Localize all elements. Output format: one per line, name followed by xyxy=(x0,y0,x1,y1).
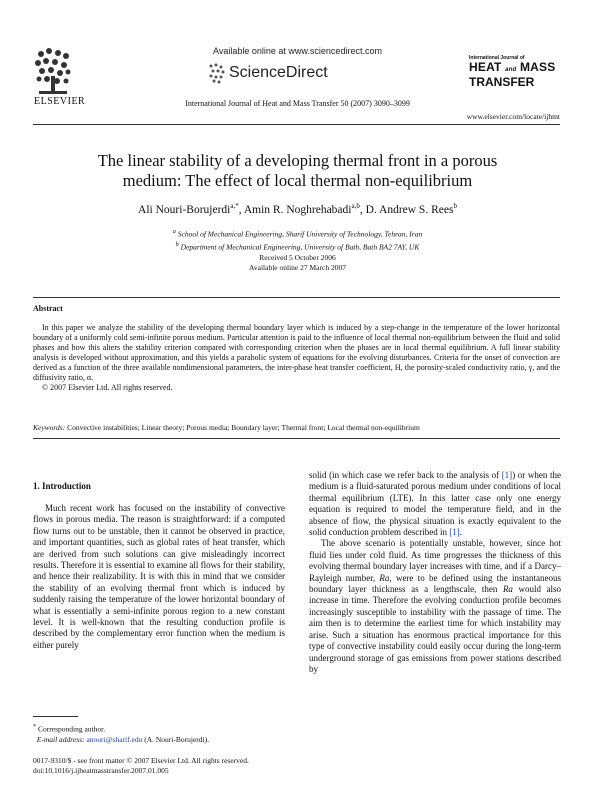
author-2-affiliation-marker: a,b xyxy=(351,202,360,210)
journal-logo-heat: HEAT xyxy=(469,60,502,74)
reference-link-1[interactable]: [1] xyxy=(501,470,513,480)
footnote xyxy=(33,722,209,745)
ra-symbol-1: Ra xyxy=(379,572,390,583)
affiliation-b: Department of Mechanical Engineering, University of Bath, Bath BA2 7AY, UK xyxy=(180,242,420,251)
journal-logo-transfer: TRANSFER xyxy=(469,75,535,89)
left-paragraph-1: Much recent work has focused on the instability of convective flows in porous media. The reason is straightforward: if a computed flow turns out to be unstable, then it cannot be observed in practice, and important quantities, such as global rates of heat transfer, which are derived from such solutions can give misleadingly incorrect results. Therefore it is essential to examine all flows for their stability, and hence their realizability. It is with this in mind that we consider the stability of an evolving thermal front which is induced by suddenly raising the temperature of the lower horizontal boundary of what is essentially a semi-infinite porous region to a new constant level. It is well-known that the resulting conduction profile is described by the complementary error function when the medium is either purely xyxy=(33,503,285,650)
abstract-top-divider xyxy=(33,297,560,298)
email-link[interactable]: anouri@sharif.edu xyxy=(86,734,143,744)
journal-logo-mass: MASS xyxy=(519,60,556,74)
author-1: Ali Nouri-Borujerdi xyxy=(138,203,231,216)
email-owner: (A. Nouri-Borujerdi). xyxy=(144,734,209,744)
front-matter-line: 0017-9310/$ - see front matter © 2007 Elsevier Ltd. All rights reserved. xyxy=(33,756,249,765)
received-date: Received 5 October 2006 xyxy=(259,253,336,262)
affiliations xyxy=(0,227,595,252)
abstract-body xyxy=(33,323,560,393)
available-online-text: Available online at www.sciencedirect.com xyxy=(213,46,382,56)
right-column xyxy=(309,470,561,675)
title-line-2: medium: The effect of local thermal non-equilibrium xyxy=(122,171,473,190)
right-paragraph-2 xyxy=(309,538,561,675)
keywords-list: Convective instabilities; Linear theory; Porous media; Boundary layer; Thermal front; Local thermal non-equilibrium xyxy=(67,423,420,432)
journal-logo-small-text: International Journal of xyxy=(469,55,525,61)
ra-symbol-2: Ra xyxy=(502,584,513,595)
journal-url-link[interactable]: www.elsevier.com/locate/ijhmt xyxy=(466,112,560,121)
author-3: D. Andrew S. Rees xyxy=(365,203,454,216)
right-p2-text-b: , were to be defined using the instantaneous boundary layer thickness as a lengthscale, then xyxy=(309,572,561,595)
right-p2-text-c: would also increase in time. Therefore the evolving conduction profile becomes increasingly susceptible to instability with the passage of time. The aim then is to determine the earliest time for which instability may arise. Such a situation has enormous practical importance for this type of convective instability could easily occur during the long-term underground storage of gas emissions from power stations described by xyxy=(309,584,562,674)
journal-logo xyxy=(469,55,561,95)
online-date: Available online 27 March 2007 xyxy=(249,263,346,272)
keywords xyxy=(33,423,560,432)
abstract-bottom-divider xyxy=(33,438,560,439)
right-p2-text-a: The above scenario is potentially unstable, however, since hot fluid lies under cold fluid. As time progresses the thickness of this evolving thermal boundary layer increases with time, and if a Darcy–Rayleigh number, xyxy=(309,538,561,583)
right-p1-text-a: solid (in which case we refer back to the analysis of xyxy=(309,470,502,480)
sciencedirect-logo-text: ScienceDirect xyxy=(229,64,328,81)
corresponding-author-label: Corresponding author. xyxy=(38,724,106,734)
author-list: Ali Nouri-Borujerdi$^{a,*}$, Amin R. Noghrehabadi$^{a,b}$, D. Andrew S. Rees$^b$ xyxy=(138,202,457,216)
abstract-copyright: © 2007 Elsevier Ltd. All rights reserved. xyxy=(42,383,173,392)
article-title xyxy=(0,151,595,191)
keywords-label: Keywords: xyxy=(33,423,66,432)
title-line-1: The linear stability of a developing thermal front in a porous xyxy=(97,151,498,170)
article-dates xyxy=(0,253,595,273)
abstract-text: In this paper we analyze the stability of the developing thermal boundary layer which is induced by a step-change in the temperature of the lower horizontal boundary of a uniformly cold semi-infinite porous medium. Particular attention is paid to the influence of local thermal non-equilibrium between the fluid and solid phases and how this alters the stability criterion compared with corresponding criterion when the phases are in local thermal equilibrium. A full linear stability analysis is developed without approximation, and this yields a parabolic system of equations for the evolving disturbances. Criteria for the onset of convection are derived as a function of the three available nondimensional parameters, the inter-phase heat transfer coefficient, H, the porosity-scaled conductivity ratio, γ, and the diffusivity ratio, α. xyxy=(33,323,560,382)
right-p1-text-c: . xyxy=(459,527,462,538)
author-1-affiliation-marker: a,* xyxy=(230,202,239,210)
journal-logo-and: and xyxy=(505,67,517,73)
journal-citation: International Journal of Heat and Mass Transfer 50 (2007) 3090–3099 xyxy=(185,99,410,108)
affiliation-a: School of Mechanical Engineering, Sharif University of Technology, Tehran, Iran xyxy=(177,229,423,239)
author-2: Amin R. Noghrehabadi xyxy=(243,203,352,216)
publisher-name: ELSEVIER xyxy=(34,96,86,107)
reference-link-1b[interactable]: [1] xyxy=(449,527,460,538)
footnote-star: * xyxy=(33,723,37,730)
footnote-divider xyxy=(33,716,78,717)
right-paragraph-1 xyxy=(309,470,561,538)
email-label: E-mail address: xyxy=(36,734,85,744)
right-p1-text-b: ) or when the medium is a fluid-saturated porous medium under conditions of local thermal equilibrium (LTE). In this latter case only one energy equation is required to model the temperature field, and in the absence of flow, the physical situation is exactly equivalent to the solid conduction problem described in xyxy=(309,470,562,538)
doi-link[interactable]: doi:10.1016/j.ijheatmasstransfer.2007.01.005 xyxy=(33,766,169,775)
affiliation-a-marker: a xyxy=(172,228,176,235)
affiliation-b-marker: b xyxy=(175,240,179,248)
page-footer xyxy=(33,756,249,776)
author-3-affiliation-marker: b xyxy=(453,202,457,210)
abstract-heading: Abstract xyxy=(33,304,63,313)
section-heading: 1. Introduction xyxy=(33,481,91,491)
sciencedirect-dots-icon xyxy=(208,62,228,84)
header-divider xyxy=(33,124,560,125)
left-column xyxy=(33,503,285,651)
